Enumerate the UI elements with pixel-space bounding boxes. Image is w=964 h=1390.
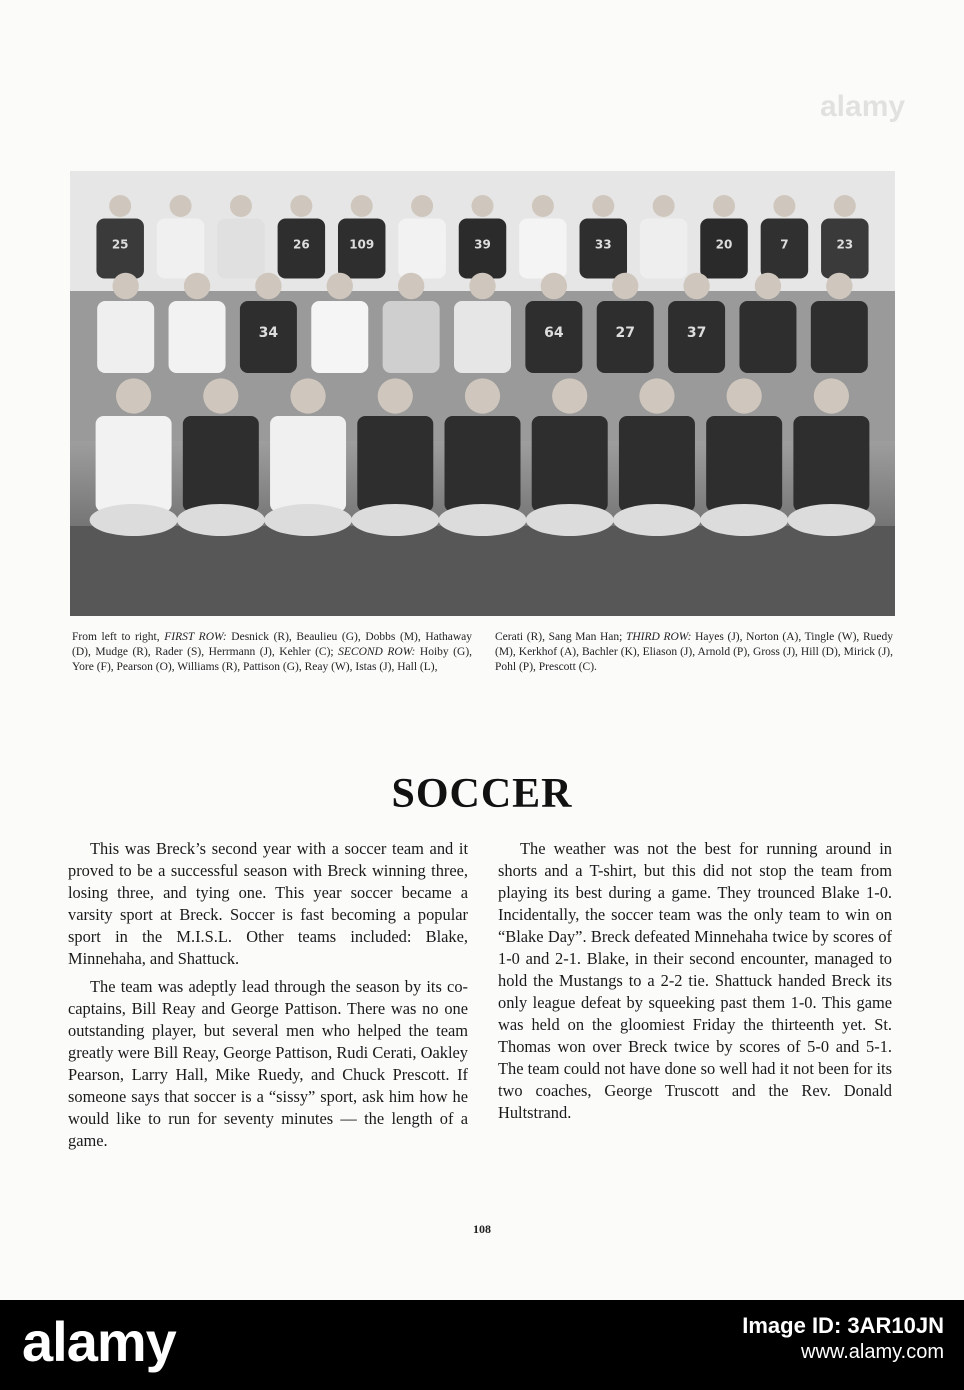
player-head [612, 273, 638, 299]
site-url: www.alamy.com [801, 1341, 944, 1363]
paragraph: This was Breck’s second year with a soccer team and it proved to be a successful season with Breck winning three, losing three, and tying one. This year soccer became a varsity sport at Breck. Soccer is fast becoming a popular sport in the M.I.S.L. Other teams included: Blake, Minnehaha, and Shattuck. [68, 839, 468, 968]
alamy-logo: alamy [22, 1310, 176, 1373]
player-legs [526, 504, 614, 536]
player-jersey [183, 416, 259, 512]
player-jersey [640, 219, 688, 279]
article-column-left [68, 838, 468, 1158]
player-head [109, 195, 131, 217]
player-jersey [169, 301, 226, 373]
player-head [773, 195, 795, 217]
article-column-right [498, 838, 892, 1130]
jersey-number: 37 [686, 325, 707, 341]
player-jersey [739, 301, 796, 373]
player-head [351, 195, 373, 217]
player-legs [90, 504, 178, 536]
player-head [465, 378, 500, 413]
player-head [755, 273, 781, 299]
player-head [290, 195, 312, 217]
page-number: 108 [473, 1222, 491, 1236]
jersey-number: 27 [615, 325, 635, 341]
player-head [398, 273, 424, 299]
player-jersey [270, 416, 346, 512]
jersey-number: 20 [715, 237, 733, 252]
image-id: Image ID: 3AR10JN [742, 1313, 944, 1338]
player-head [552, 378, 587, 413]
player-head [327, 273, 353, 299]
player-jersey [706, 416, 782, 512]
player-legs [787, 504, 875, 536]
player-head [290, 378, 325, 413]
player-head [592, 195, 614, 217]
paragraph: The weather was not the best for running around in shorts and a T-shirt, but this did not stop the team from playing its best during a game. They trounced Blake 1-0. Incidentally, the soccer team was the only team to win on “Blake Day”. Breck defeated Minnehaha twice by scores of 1-0 and 2-1. Blake, in their second encounter, managed to hold the Mustangs to a 2-2 tie. Shattuck handed Breck its only league defeat by squeeking past them 1-0. This game was held on the gloomiest Friday the thirteenth yet. St. Thomas won over Breck twice by scores of 5-0 and 5-1. The team could not have done so well had it not been for its two coaches, George Truscott and the Rev. Donald Hultstrand. [498, 839, 892, 1122]
player-jersey [311, 301, 368, 373]
player-head [203, 378, 238, 413]
jersey-number: 25 [111, 237, 129, 252]
player-legs [613, 504, 701, 536]
player-jersey [217, 219, 265, 279]
player-jersey [398, 219, 446, 279]
player-head [653, 195, 675, 217]
player-head [411, 195, 433, 217]
grass-field [70, 526, 895, 616]
player-head [541, 273, 567, 299]
player-head [255, 273, 281, 299]
player-jersey [519, 219, 567, 279]
player-head [230, 195, 252, 217]
player-head [826, 273, 852, 299]
player-head [727, 378, 762, 413]
jersey-number: 23 [836, 237, 854, 252]
player-legs [177, 504, 265, 536]
jersey-number: 34 [258, 325, 279, 341]
page-title: SOCCER [391, 771, 573, 817]
player-head [170, 195, 192, 217]
player-head [469, 273, 495, 299]
player-head [532, 195, 554, 217]
player-jersey [157, 219, 205, 279]
player-jersey [445, 416, 521, 512]
image-id-block [742, 1313, 944, 1365]
player-jersey [454, 301, 511, 373]
player-jersey [383, 301, 440, 373]
team-photo-image [70, 171, 895, 616]
player-head [834, 195, 856, 217]
player-head [683, 273, 709, 299]
player-legs [351, 504, 439, 536]
player-legs [700, 504, 788, 536]
team-photo [70, 171, 895, 616]
player-head [112, 273, 138, 299]
player-jersey [811, 301, 868, 373]
paragraph: The team was adeptly lead through the season by its co-captains, Bill Reay and George Pattison. There was no one outstanding player, but several men who helped the team greatly were Bill Reay, George Pattison, Rudi Cerati, Oakley Pearson, Larry Hall, Mike Ruedy, and Chuck Prescott. If someone says that soccer is a “sissy” sport, ask him how he would like to run for seventy minutes — the length of a game. [68, 977, 468, 1150]
jersey-number: 7 [780, 237, 789, 252]
player-head [116, 378, 151, 413]
jersey-number: 64 [544, 325, 564, 341]
photo-caption-left: From left to right, FIRST ROW: Desnick (R), Beaulieu (G), Dobbs (M), Hathaway (D), Mudge (R), Rader (S), Herrmann (J), Kehler (C); SECOND ROW: Hoiby (G), Yore (F), Pearson (O), Williams (R), Pattison (G), Reay (W), Istas (J), Hall (L), [72, 631, 473, 673]
player-jersey [96, 416, 172, 512]
player-jersey [357, 416, 433, 512]
player-jersey [619, 416, 695, 512]
player-head [639, 378, 674, 413]
photo-caption-right: Cerati (R), Sang Man Han; THIRD ROW: Hayes (J), Norton (A), Tingle (W), Ruedy (M), Kerkhof (A), Bachler (K), Eliason (J), Arnold (P), Gross (J), Hill (D), Mirick (J), Pohl (P), Prescott (C). [495, 631, 893, 673]
jersey-number: 33 [594, 237, 612, 252]
watermark: alamy [820, 90, 906, 123]
player-head [713, 195, 735, 217]
player-jersey [532, 416, 608, 512]
player-head [378, 378, 413, 413]
jersey-number: 26 [292, 237, 310, 252]
player-jersey [793, 416, 869, 512]
player-head [472, 195, 494, 217]
jersey-number: 109 [349, 237, 375, 252]
player-legs [439, 504, 527, 536]
player-head [814, 378, 849, 413]
player-legs [264, 504, 352, 536]
jersey-number: 39 [474, 237, 491, 252]
player-head [184, 273, 210, 299]
player-jersey [97, 301, 154, 373]
